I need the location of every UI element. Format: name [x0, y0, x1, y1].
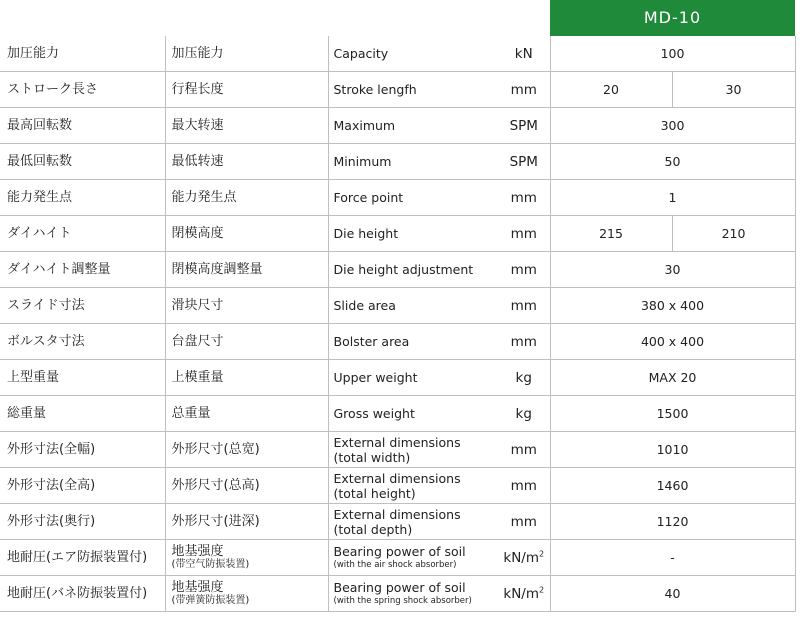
spec-row — [0, 144, 795, 180]
value: - — [550, 540, 795, 576]
value: 1 — [550, 180, 795, 216]
spec-row — [0, 576, 795, 612]
spec-row — [0, 252, 795, 288]
unit — [498, 72, 550, 108]
label-chinese — [165, 576, 328, 612]
label-chinese — [165, 540, 328, 576]
label-english-note: (with the spring shock absorber) — [333, 596, 472, 606]
label-japanese: 上型重量 — [0, 360, 165, 396]
unit — [498, 504, 550, 540]
label-japanese: ボルスタ寸法 — [0, 324, 165, 360]
label-japanese: 外形寸法(全幅) — [0, 432, 165, 468]
label-english: Stroke lengfh — [328, 72, 498, 108]
label-japanese: 能力発生点 — [0, 180, 165, 216]
label-english-main: Bearing power of soil — [333, 544, 466, 559]
unit-text: mm — [510, 513, 537, 530]
label-japanese: 加圧能力 — [0, 36, 165, 72]
label-chinese-sub: (带空气防振装置) — [171, 558, 250, 570]
label-english-sub: (total height) — [333, 485, 416, 501]
label-japanese: ストローク長さ — [0, 72, 165, 108]
unit — [498, 432, 550, 468]
label-japanese: 地耐圧(エア防振装置付) — [0, 540, 165, 576]
unit-text: mm — [510, 297, 537, 314]
label-english: Die height adjustment — [328, 252, 498, 288]
label-english-main: External dimensions — [333, 506, 461, 522]
header-row — [0, 0, 795, 36]
unit-text: mm — [510, 189, 537, 206]
unit-text: mm — [510, 441, 537, 458]
value-right: 210 — [672, 216, 795, 252]
spec-row — [0, 504, 795, 540]
label-japanese: 最低回転数 — [0, 144, 165, 180]
label-english-main: Bearing power of soil — [333, 580, 466, 595]
spec-row — [0, 288, 795, 324]
unit — [498, 252, 550, 288]
unit-text: kN/m — [503, 549, 540, 566]
unit — [498, 108, 550, 144]
unit-text: mm — [510, 225, 537, 242]
value: 40 — [550, 576, 795, 612]
unit-text: mm — [510, 81, 537, 98]
label-english: Upper weight — [328, 360, 498, 396]
label-chinese: 最低转速 — [165, 144, 328, 180]
value: MAX 20 — [550, 360, 795, 396]
value: 50 — [550, 144, 795, 180]
label-english — [328, 468, 498, 504]
label-english: Bolster area — [328, 324, 498, 360]
label-english: Slide area — [328, 288, 498, 324]
label-english: Minimum — [328, 144, 498, 180]
label-english-sub: (total width) — [333, 449, 411, 465]
unit-superscript: 2 — [539, 585, 545, 594]
spec-row — [0, 540, 795, 576]
label-chinese: 总重量 — [165, 396, 328, 432]
label-english-main: External dimensions — [333, 470, 461, 486]
unit-text: kg — [515, 405, 532, 422]
label-chinese: 外形尺寸(进深) — [165, 504, 328, 540]
label-chinese: 閉模高度 — [165, 216, 328, 252]
unit — [498, 360, 550, 396]
label-chinese-main: 地基强度 — [171, 543, 224, 559]
value: 30 — [550, 252, 795, 288]
label-chinese: 加压能力 — [165, 36, 328, 72]
spec-row — [0, 432, 795, 468]
label-japanese: 最高回転数 — [0, 108, 165, 144]
value: 380 x 400 — [550, 288, 795, 324]
spec-row — [0, 72, 795, 108]
label-japanese: 総重量 — [0, 396, 165, 432]
label-japanese: 地耐圧(バネ防振装置付) — [0, 576, 165, 612]
label-japanese: ダイハイト — [0, 216, 165, 252]
spec-row — [0, 216, 795, 252]
label-chinese: 行程长度 — [165, 72, 328, 108]
label-english: Gross weight — [328, 396, 498, 432]
value: 300 — [550, 108, 795, 144]
unit — [498, 180, 550, 216]
spec-row — [0, 180, 795, 216]
label-chinese: 滑块尺寸 — [165, 288, 328, 324]
label-english — [328, 576, 498, 612]
spec-row — [0, 468, 795, 504]
spec-row — [0, 324, 795, 360]
unit-text: mm — [510, 261, 537, 278]
label-japanese: スライド寸法 — [0, 288, 165, 324]
label-english-note: (with the air shock absorber) — [333, 560, 457, 570]
label-chinese: 最大转速 — [165, 108, 328, 144]
unit — [498, 540, 550, 576]
unit — [498, 288, 550, 324]
label-chinese-sub: (带弹簧防振装置) — [171, 594, 250, 606]
label-chinese: 外形尺寸(总高) — [165, 468, 328, 504]
unit-text: mm — [510, 333, 537, 350]
spec-row — [0, 108, 795, 144]
value: 1460 — [550, 468, 795, 504]
label-chinese: 台盘尺寸 — [165, 324, 328, 360]
unit-superscript: 2 — [539, 549, 545, 558]
value: 1500 — [550, 396, 795, 432]
unit-text: kN/m — [503, 585, 540, 602]
label-english — [328, 540, 498, 576]
spec-row — [0, 396, 795, 432]
unit — [498, 468, 550, 504]
label-japanese: ダイハイト調整量 — [0, 252, 165, 288]
header-spacer — [0, 0, 550, 36]
unit — [498, 36, 550, 72]
unit-text: kN — [514, 45, 533, 62]
label-chinese: 閉模高度調整量 — [165, 252, 328, 288]
label-chinese: 上模重量 — [165, 360, 328, 396]
label-english: Force point — [328, 180, 498, 216]
label-english-sub: (total depth) — [333, 521, 413, 537]
label-chinese: 能力発生点 — [165, 180, 328, 216]
label-english-main: External dimensions — [333, 434, 461, 450]
label-english: Capacity — [328, 36, 498, 72]
value: 1010 — [550, 432, 795, 468]
label-english: Maximum — [328, 108, 498, 144]
spec-row — [0, 360, 795, 396]
unit — [498, 144, 550, 180]
unit — [498, 324, 550, 360]
unit-text: kg — [515, 369, 532, 386]
label-chinese: 外形尺寸(总宽) — [165, 432, 328, 468]
value: 400 x 400 — [550, 324, 795, 360]
unit-text: SPM — [509, 153, 538, 170]
unit — [498, 216, 550, 252]
unit — [498, 396, 550, 432]
label-chinese-main: 地基强度 — [171, 579, 224, 595]
label-english — [328, 432, 498, 468]
value: 1120 — [550, 504, 795, 540]
label-english — [328, 504, 498, 540]
value: 100 — [550, 36, 795, 72]
label-japanese: 外形寸法(奥行) — [0, 504, 165, 540]
model-name-header: MD-10 — [550, 0, 795, 36]
unit — [498, 576, 550, 612]
unit-text: mm — [510, 477, 537, 494]
value-right: 30 — [672, 72, 795, 108]
value-left: 215 — [550, 216, 672, 252]
value-left: 20 — [550, 72, 672, 108]
label-japanese: 外形寸法(全高) — [0, 468, 165, 504]
label-english: Die height — [328, 216, 498, 252]
spec-row — [0, 36, 795, 72]
unit-text: SPM — [509, 117, 538, 134]
